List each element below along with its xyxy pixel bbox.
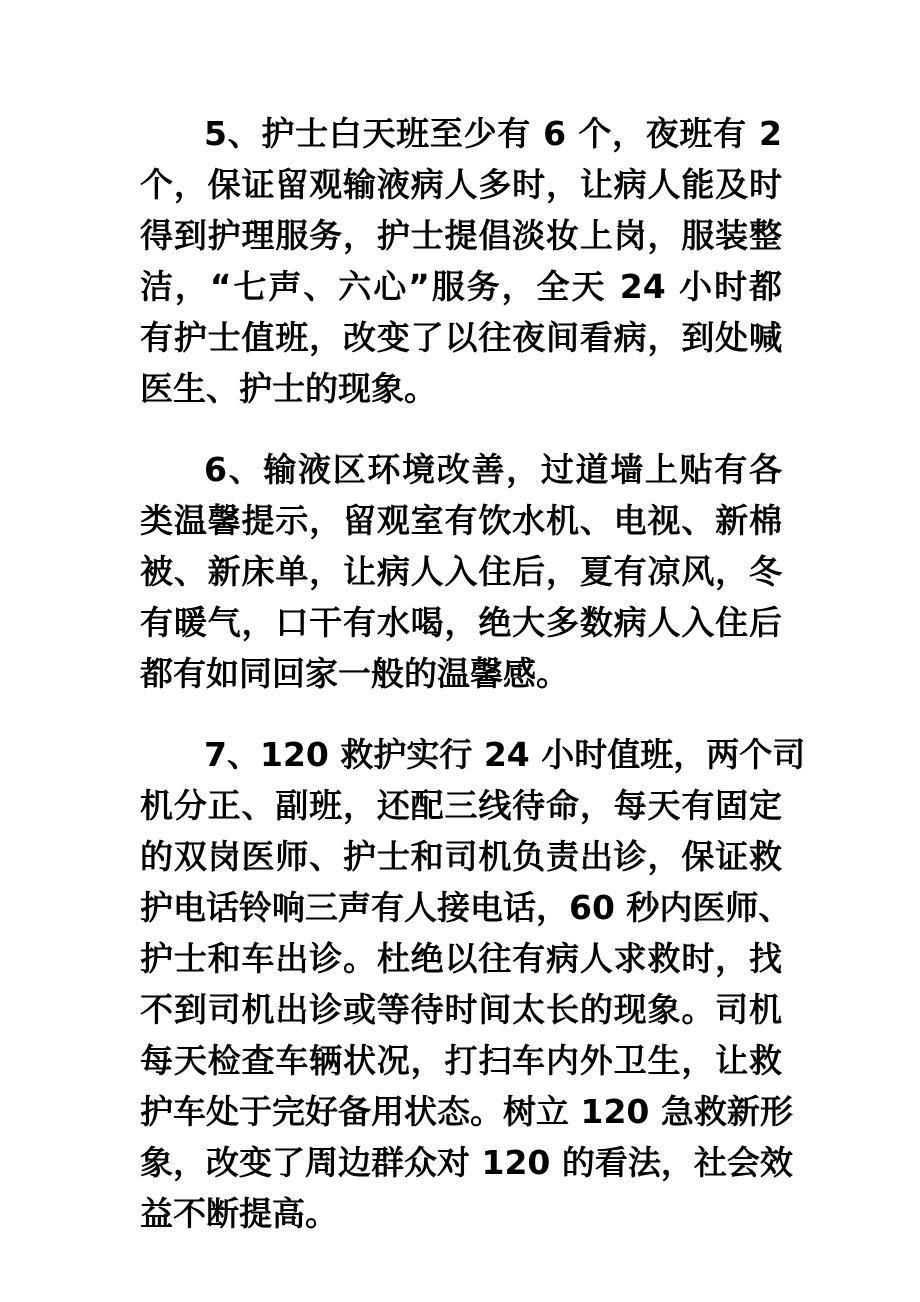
text-line: 被、新床单，让病人入住后，夏有凉风，冬 bbox=[140, 552, 782, 591]
text-line: 得到护理服务，护士提倡淡妆上岗，服装整 bbox=[140, 216, 782, 255]
text-line: 不到司机出诊或等待时间太长的现象。司机 bbox=[140, 990, 782, 1029]
paragraph-7 bbox=[140, 729, 806, 1239]
text-line: 有护士值班，改变了以往夜间看病，到处喊 bbox=[140, 318, 782, 357]
text-line: 护士和车出诊。杜绝以往有病人求救时，找 bbox=[140, 939, 782, 978]
text-line: 医生、护士的现象。 bbox=[140, 369, 437, 408]
paragraph-6 bbox=[140, 444, 782, 699]
text-line: 护车处于完好备用状态。树立 120 急救新形 bbox=[140, 1092, 793, 1131]
text-line: 6、输液区环境改善，过道墙上贴有各 bbox=[204, 450, 782, 489]
paragraph-5 bbox=[140, 108, 782, 414]
text-line: 护电话铃响三声有人接电话，60 秒内医师、 bbox=[140, 888, 792, 927]
text-line: 5、护士白天班至少有 6 个，夜班有 2 bbox=[204, 114, 782, 153]
text-line: 类温馨提示，留观室有饮水机、电视、新棉 bbox=[140, 501, 782, 540]
text-line: 都有如同回家一般的温馨感。 bbox=[140, 654, 569, 693]
text-line: 洁，“七声、六心”服务，全天 24 小时都 bbox=[140, 267, 782, 306]
document-body bbox=[140, 108, 806, 1269]
text-line: 的双岗医师、护士和司机负责出诊，保证救 bbox=[140, 837, 782, 876]
text-line: 个，保证留观输液病人多时，让病人能及时 bbox=[140, 165, 782, 204]
text-line: 益不断提高。 bbox=[140, 1194, 338, 1233]
text-line: 象，改变了周边群众对 120 的看法，社会效 bbox=[140, 1143, 793, 1182]
text-line: 每天检查车辆状况，打扫车内外卫生，让救 bbox=[140, 1041, 782, 1080]
text-line: 有暖气，口干有水喝，绝大多数病人入住后 bbox=[140, 603, 782, 642]
text-line: 机分正、副班，还配三线待命，每天有固定 bbox=[140, 786, 782, 825]
text-line: 7、120 救护实行 24 小时值班，两个司 bbox=[204, 735, 806, 774]
